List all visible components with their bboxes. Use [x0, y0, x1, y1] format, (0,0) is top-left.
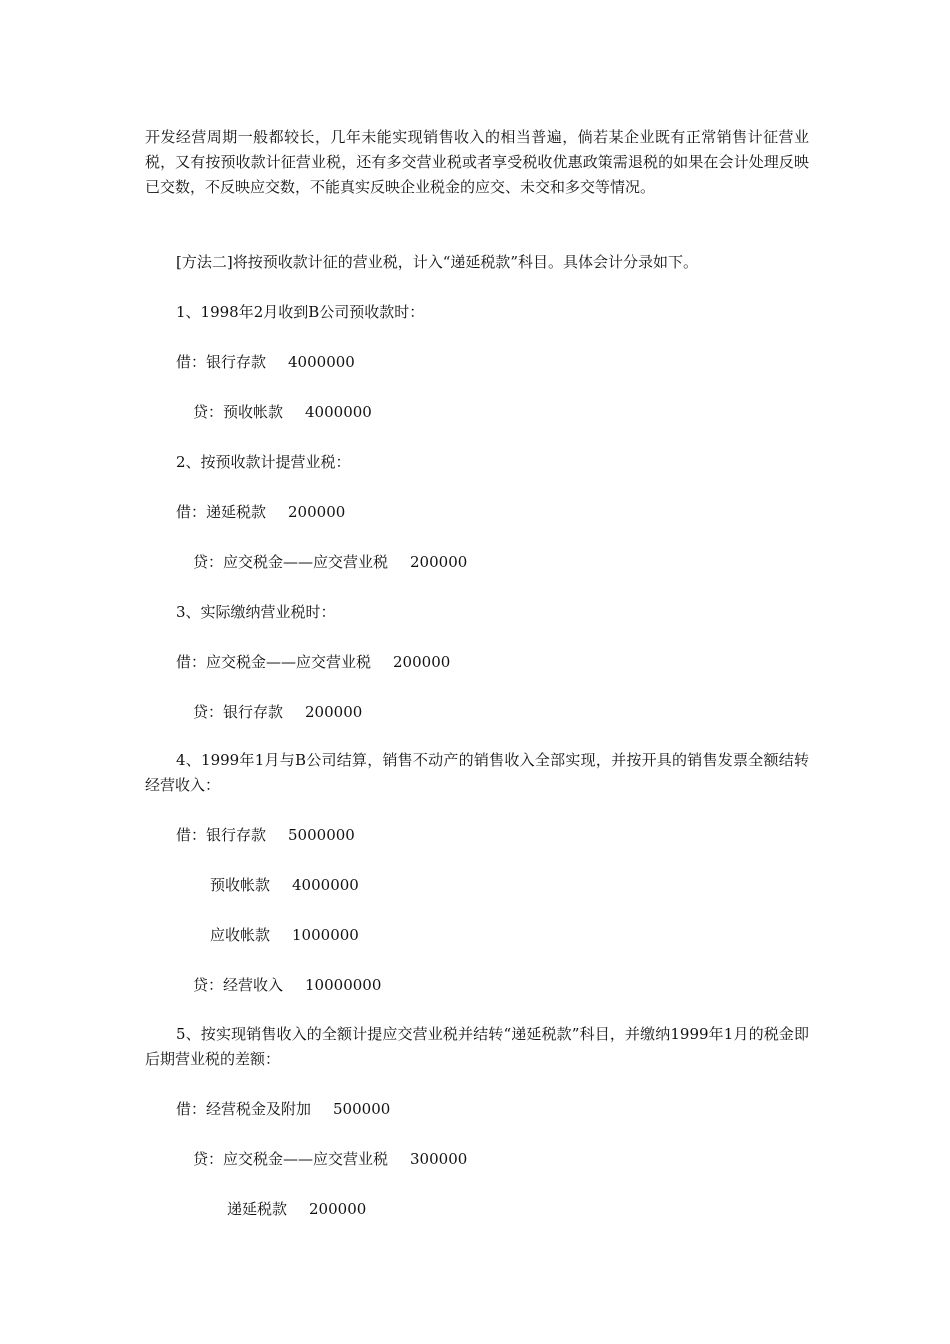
entry-account: 贷：应交税金——应交营业税: [193, 1150, 389, 1168]
entry-account: 贷：银行存款: [193, 703, 284, 721]
entry-account: 预收帐款: [210, 876, 271, 894]
entry-4-credit: [193, 973, 381, 998]
entry-account: 应收帐款: [210, 926, 271, 944]
entry-4-debit-3: [210, 923, 359, 948]
entry-account: 借：银行存款: [176, 353, 267, 371]
entry-account: 贷：应交税金——应交营业税: [193, 553, 389, 571]
paragraph-method-two: [方法二]将按预收款计征的营业税，计入“递延税款”科目。具体会计分录如下。: [176, 253, 699, 271]
entry-amount: 500000: [333, 1100, 391, 1118]
entry-amount: 200000: [309, 1200, 367, 1218]
entry-1-debit: [176, 350, 355, 375]
entry-account: 递延税款: [227, 1200, 288, 1218]
entry-account: 借：递延税款: [176, 503, 267, 521]
entry-amount: 200000: [410, 553, 468, 571]
entry-account: 借：经营税金及附加: [176, 1100, 312, 1118]
entry-amount: 200000: [288, 503, 346, 521]
entry-5-credit: [193, 1147, 467, 1172]
entry-5-debit: [176, 1097, 390, 1122]
step-5-heading: 5、按实现销售收入的全额计提应交营业税并结转“递延税款”科目，并缴纳1999年1月的税金即后期营业税的差额：: [145, 1025, 809, 1068]
entry-amount: 200000: [305, 703, 363, 721]
entry-amount: 300000: [410, 1150, 468, 1168]
entry-account: 贷：预收帐款: [193, 403, 284, 421]
entry-amount: 1000000: [292, 926, 359, 944]
entry-1-credit: [193, 400, 372, 425]
entry-5-credit-2: [227, 1197, 366, 1222]
step-1-heading: 1、1998年2月收到B公司预收款时：: [176, 303, 425, 321]
entry-2-credit: [193, 550, 467, 575]
entry-3-credit: [193, 700, 362, 725]
entry-amount: 4000000: [292, 876, 359, 894]
entry-4-debit: [176, 823, 355, 848]
entry-3-debit: [176, 650, 450, 675]
entry-2-debit: [176, 500, 345, 525]
entry-4-debit-2: [210, 873, 359, 898]
entry-account: 贷：经营收入: [193, 976, 284, 994]
entry-amount: 5000000: [288, 826, 355, 844]
entry-amount: 4000000: [288, 353, 355, 371]
entry-amount: 200000: [393, 653, 451, 671]
entry-account: 借：应交税金——应交营业税: [176, 653, 372, 671]
step-2-heading: 2、按预收款计提营业税：: [176, 453, 351, 471]
step-4-heading: 4、1999年1月与B公司结算，销售不动产的销售收入全部实现，并按开具的销售发票全额结转经营收入：: [145, 751, 809, 794]
paragraph-intro: 开发经营周期一般都较长，几年未能实现销售收入的相当普遍，倘若某企业既有正常销售计征营业税，又有按预收款计征营业税，还有多交营业税或者享受税收优惠政策需退税的如果在会计处理反映已交数，不反映应交数，不能真实反映企业税金的应交、未交和多交等情况。: [145, 128, 809, 196]
entry-amount: 4000000: [305, 403, 372, 421]
step-3-heading: 3、实际缴纳营业税时：: [176, 603, 336, 621]
entry-account: 借：银行存款: [176, 826, 267, 844]
entry-amount: 10000000: [305, 976, 382, 994]
